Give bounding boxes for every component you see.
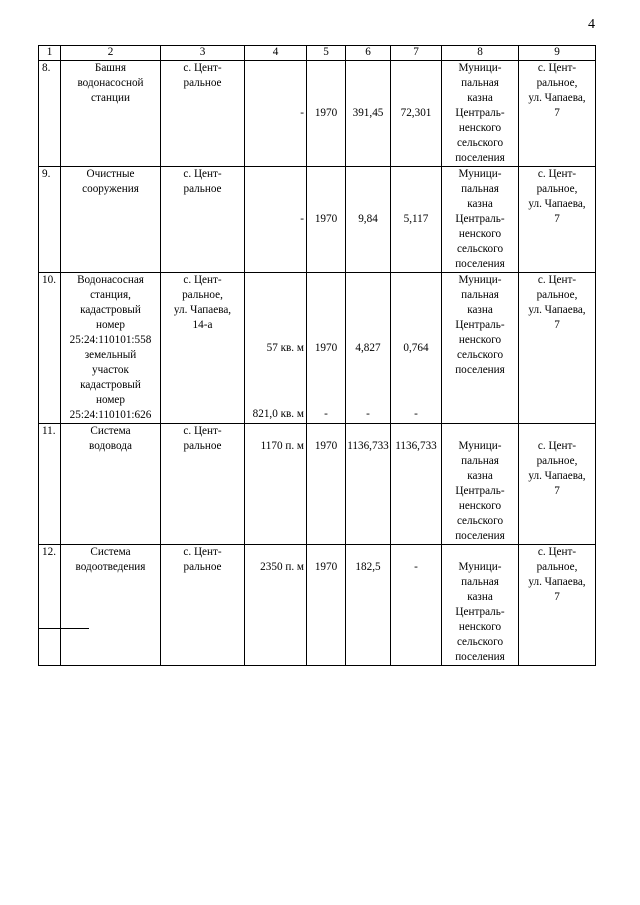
object-size: 1170 п. м bbox=[245, 424, 307, 545]
column-6-value: 4,827 - bbox=[346, 273, 391, 424]
owner-address: с. Цент- ральное, ул. Чапаева, 7 bbox=[519, 545, 596, 666]
column-number-row bbox=[39, 46, 596, 61]
land-plot-size: 821,0 кв. м bbox=[252, 408, 304, 420]
owner-address: с. Цент- ральное, ул. Чапаева, 7 bbox=[519, 167, 596, 273]
property-registry-table bbox=[38, 45, 596, 666]
page-number: 4 bbox=[588, 17, 595, 32]
object-year: 1970 bbox=[307, 167, 346, 273]
land-plot-column-7: - bbox=[414, 408, 418, 420]
object-name: Система водоотведения bbox=[61, 545, 161, 666]
column-6-value: 9,84 bbox=[346, 167, 391, 273]
column-header: 9 bbox=[519, 46, 596, 61]
land-plot-year: - bbox=[324, 408, 328, 420]
object-location: с. Цент- ральное bbox=[161, 167, 245, 273]
table-row bbox=[39, 545, 596, 666]
object-year: 1970 bbox=[307, 61, 346, 167]
object-size: - bbox=[245, 61, 307, 167]
object-location: с. Цент- ральное bbox=[161, 424, 245, 545]
object-year: 1970 - bbox=[307, 273, 346, 424]
object-name: Водонасосная станция, кадастровый номер 25:24:110101:558 земельный участок кадастровый номер 25:24:110101:626 bbox=[61, 273, 161, 424]
column-6-value: 1136,733 bbox=[346, 424, 391, 545]
row-number: 9. bbox=[39, 167, 61, 273]
object-size: 2350 п. м bbox=[245, 545, 307, 666]
owner-address: с. Цент- ральное, ул. Чапаева, 7 bbox=[519, 273, 596, 424]
table-row bbox=[39, 167, 596, 273]
column-header: 7 bbox=[391, 46, 442, 61]
row-number: 10. bbox=[39, 273, 61, 424]
object-owner: Муници- пальная казна Централь- ненского сельского поселения bbox=[442, 424, 519, 545]
column-7-value: 0,764 - bbox=[391, 273, 442, 424]
table-row bbox=[39, 273, 596, 424]
row-number: 8. bbox=[39, 61, 61, 167]
column-header: 2 bbox=[61, 46, 161, 61]
object-name: Башня водонасосной станции bbox=[61, 61, 161, 167]
row-number: 11. bbox=[39, 424, 61, 545]
object-location: с. Цент- ральное bbox=[161, 61, 245, 167]
column-7-value: 1136,733 bbox=[391, 424, 442, 545]
object-owner: Муници- пальная казна Централь- ненского сельского поселения bbox=[442, 545, 519, 666]
object-owner: Муници- пальная казна Централь- ненского сельского поселения bbox=[442, 273, 519, 424]
object-location: с. Цент- ральное, ул. Чапаева, 14-а bbox=[161, 273, 245, 424]
column-header: 1 bbox=[39, 46, 61, 61]
column-7-value: 5,117 bbox=[391, 167, 442, 273]
land-plot-column-6: - bbox=[366, 408, 370, 420]
object-size: 57 кв. м 821,0 кв. м bbox=[245, 273, 307, 424]
column-header: 3 bbox=[161, 46, 245, 61]
column-7-value: 72,301 bbox=[391, 61, 442, 167]
column-6-value: 182,5 bbox=[346, 545, 391, 666]
object-owner: Муници- пальная казна Централь- ненского сельского поселения bbox=[442, 61, 519, 167]
object-name: Очистные сооружения bbox=[61, 167, 161, 273]
column-header: 5 bbox=[307, 46, 346, 61]
footnote-rule bbox=[38, 628, 89, 629]
object-owner: Муници- пальная казна Централь- ненского сельского поселения bbox=[442, 167, 519, 273]
object-location: с. Цент- ральное bbox=[161, 545, 245, 666]
owner-address: с. Цент- ральное, ул. Чапаева, 7 bbox=[519, 61, 596, 167]
column-header: 6 bbox=[346, 46, 391, 61]
column-header: 4 bbox=[245, 46, 307, 61]
object-size: - bbox=[245, 167, 307, 273]
column-6-value: 391,45 bbox=[346, 61, 391, 167]
object-year: 1970 bbox=[307, 545, 346, 666]
column-7-value: - bbox=[391, 545, 442, 666]
column-header: 8 bbox=[442, 46, 519, 61]
table-row bbox=[39, 61, 596, 167]
object-year: 1970 bbox=[307, 424, 346, 545]
row-number: 12. bbox=[39, 545, 61, 666]
owner-address: с. Цент- ральное, ул. Чапаева, 7 bbox=[519, 424, 596, 545]
table-row bbox=[39, 424, 596, 545]
object-name: Система водовода bbox=[61, 424, 161, 545]
